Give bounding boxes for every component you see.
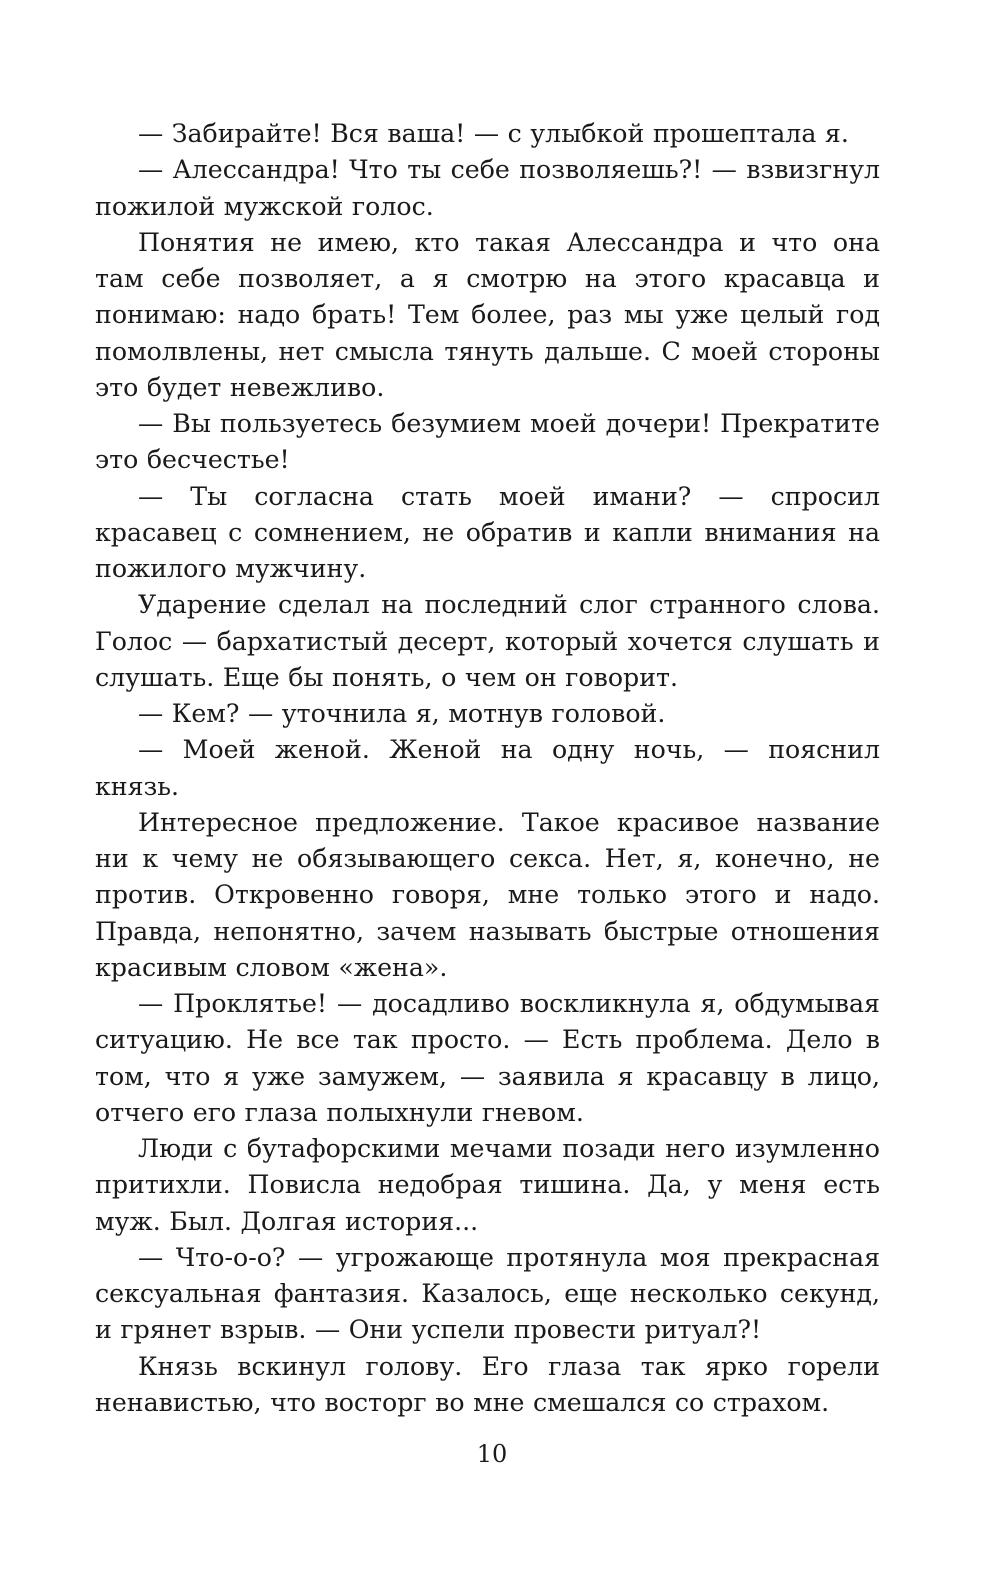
paragraph: Князь вскинул голову. Его глаза так ярко горели ненавистью, что восторг во мне смешался со страхом. [95, 1351, 880, 1417]
paragraph: — Алессандра! Что ты себе позволяешь?! — взвизгнул пожилой мужской голос. [95, 155, 880, 221]
body-text [95, 116, 880, 1421]
page-number: 10 [476, 1440, 508, 1468]
paragraph: — Вы пользуетесь безумием моей дочери! Прекратите это бесчестье! [95, 409, 880, 475]
paragraph: — Кем? — уточнила я, мотнув головой. [138, 699, 666, 728]
paragraph: Люди с бутафорскими мечами позади него изумленно притихли. Повисла недобрая тишина. Да, у меня есть муж. Был. Долгая история... [95, 1134, 880, 1236]
paragraph: — Проклятье! — досадливо воскликнула я, обдумывая ситуацию. Не все так просто. — Есть проблема. Дело в том, что я уже замужем, — заявила я красавцу в лицо, отчего его глаза полыхнули гневом. [95, 989, 880, 1127]
paragraph: — Забирайте! Вся ваша! — с улыбкой прошептала я. [138, 119, 849, 148]
paragraph: Понятия не имею, кто такая Алессандра и что она там себе позволяет, а я смотрю на этого красавца и понимаю: надо брать! Тем более, раз мы уже целый год помолвлены, нет смысла тянуть дальше. С моей стороны это будет невежливо. [95, 227, 880, 402]
paragraph: — Моей женой. Женой на одну ночь, — пояснил князь. [95, 735, 880, 801]
paragraph: — Ты согласна стать моей имани? — спросил красавец с сомнением, не обратив и капли внимания на пожилого мужчину. [95, 481, 880, 583]
paragraph: Ударение сделал на последний слог странного слова. Голос — бархатистый десерт, который хочется слушать и слушать. Еще бы понять, о чем он говорит. [95, 590, 880, 692]
paragraph: — Что-о-о? — угрожающе протянула моя прекрасная сексуальная фантазия. Казалось, еще несколько секунд, и грянет взрыв. — Они успели провести ритуал?! [95, 1242, 880, 1345]
paragraph: Интересное предложение. Такое красивое название ни к чему не обязывающего секса. Нет, я, конечно, не против. Откровенно говоря, мне только этого и надо. Правда, непонятно, зачем называть быстрые отношения красивым словом «жена». [95, 807, 880, 982]
